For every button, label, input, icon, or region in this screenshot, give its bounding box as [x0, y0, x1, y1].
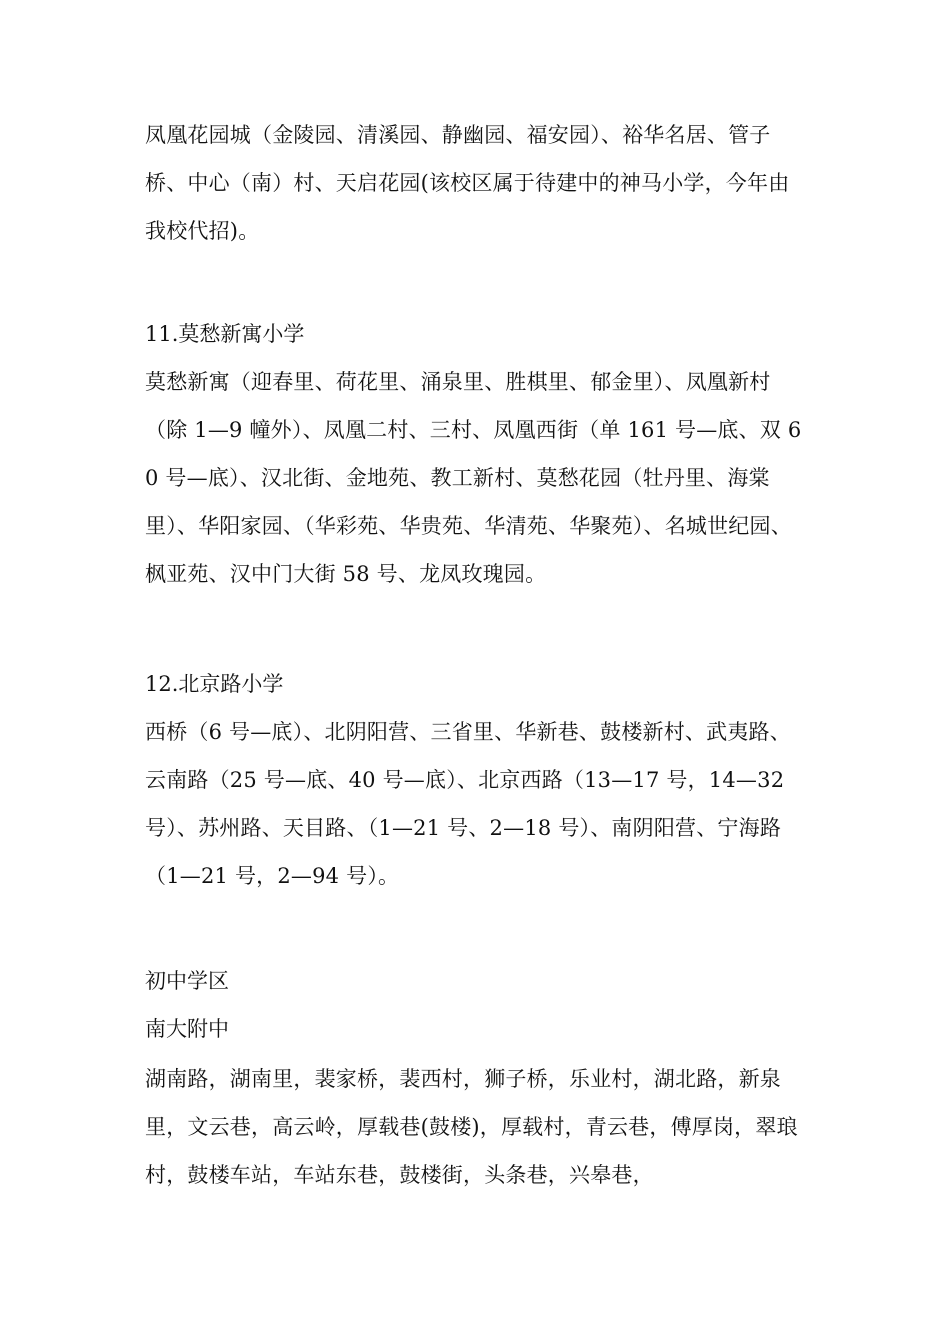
school-12-title: 12.北京路小学 [145, 672, 284, 696]
school-11-title: 11.莫愁新寓小学 [145, 322, 305, 346]
middle-school-body: 湖南路，湖南里，裴家桥，裴西村，狮子桥，乐业村，湖北路，新泉里，文云巷，高云岭，厚载巷(鼓楼)，厚载村，青云巷，傅厚岗，翠琅村，鼓楼车站，车站东巷，鼓楼街，头条巷，兴皋巷， [145, 1067, 798, 1187]
middle-school-section-title: 初中学区 [145, 969, 229, 993]
continued-paragraph: 凤凰花园城（金陵园、清溪园、静幽园、福安园）、裕华名居、管子桥、中心（南）村、天启花园(该校区属于待建中的神马小学，今年由我校代招)。 [145, 123, 790, 243]
school-11-body: 莫愁新寓（迎春里、荷花里、涌泉里、胜棋里、郁金里）、凤凰新村（除 1—9 幢外）、凤凰二村、三村、凤凰西街（单 161 号—底、双 60 号—底）、汉北街、金地苑、教工新村、莫愁花园（牡丹里、海棠里）、华阳家园、（华彩苑、华贵苑、华清苑、华聚苑）、名城世纪园、枫亚苑、汉中门大街 58 号、龙凤玫瑰园。 [145, 370, 802, 586]
middle-school-title: 南大附中 [145, 1017, 229, 1041]
school-12-body: 西桥（6 号—底）、北阴阳营、三省里、华新巷、鼓楼新村、武夷路、云南路（25 号—底、40 号—底）、北京西路（13—17 号，14—32 号）、苏州路、天目路、（1—21 号、2—18 号）、南阴阳营、宁海路（1—21 号，2—94 号）。 [145, 720, 791, 888]
